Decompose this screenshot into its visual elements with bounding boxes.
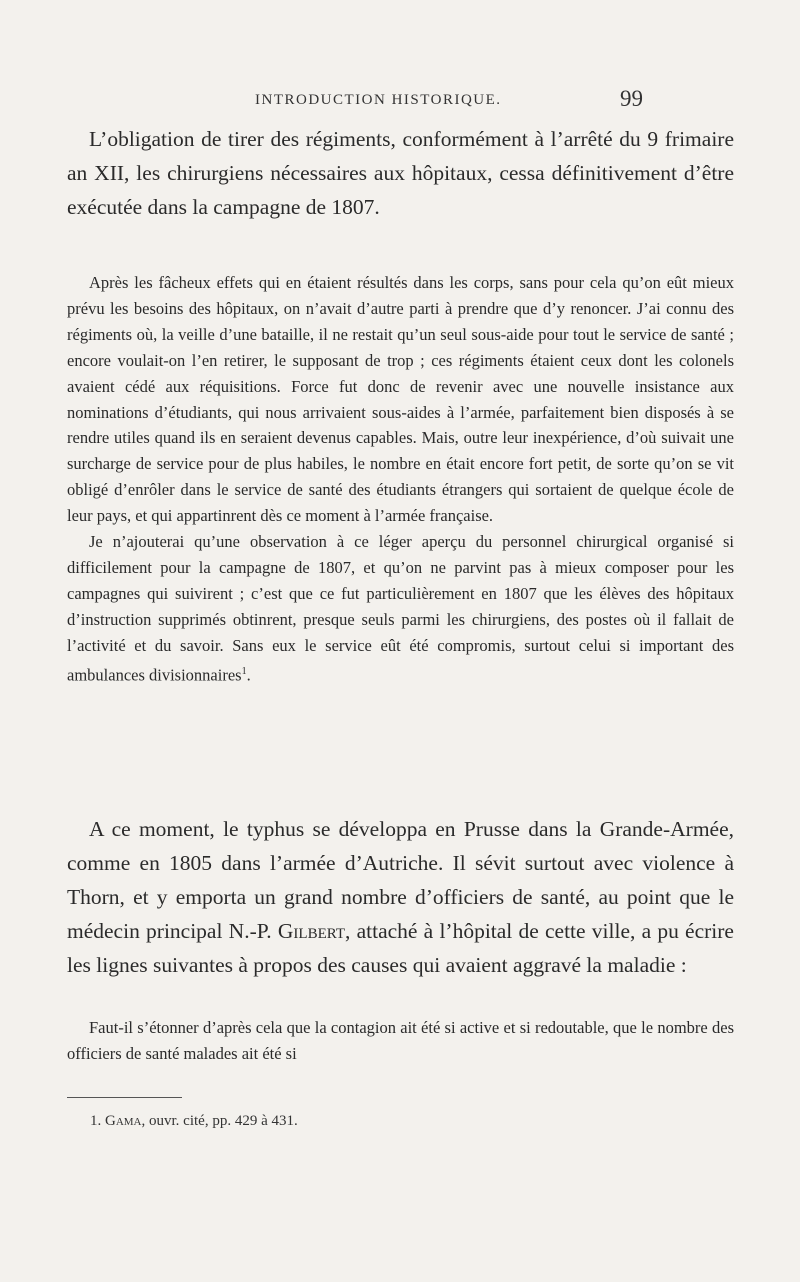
footnote-reference[interactable]: 1 [241,665,247,677]
page-number: 99 [620,86,643,111]
running-title: INTRODUCTION HISTORIQUE. [255,92,502,108]
paragraph-1-block [67,122,734,224]
paragraph-4-text-b: , attaché à l’hôpital de cette ville, a pu écrire les lignes suivantes à propos des causes qui avaient aggravé la maladie : [67,919,734,977]
paragraph-4-text-a: A ce moment, le typhus se développa en Prusse dans la Grande-Armée, comme en 1805 dans l’armée d’Autriche. Il sévit surtout avec violence à Thorn, et y emporta un grand nombre d’officiers de santé, au point que le médecin principal N.-P. [67,817,734,943]
paragraph-1: L’obligation de tirer des régiments, conformément à l’arrêté du 9 frimaire an XII, les chirurgiens nécessaires aux hôpitaux, cessa définitivement d’être exécutée dans la campagne de 1807. [67,127,734,219]
footnote-author: Gama [105,1113,142,1129]
paragraph-3-text: Je n’ajouterai qu’une observation à ce léger aperçu du personnel chirurgical organisé si difficilement pour la campagne de 1807, et qu’on ne parvint pas à mieux composer pour les campagnes qui suivirent ; c’est que ce fut particulièrement en 1807 que les élèves des hôpitaux d’instruction supprimés obtinrent, presque seuls parmi les chirurgiens, des postes où il fallait de l’activité et du savoir. Sans eux le service eût été compromis, surtout celui si important des ambulances divisionnaires [67,532,734,685]
footnote-text: , ouvr. cité, pp. 429 à 431. [141,1113,298,1129]
paragraph-3-end: . [246,665,251,685]
paragraph-3 [67,529,734,688]
quoted-passage [67,270,734,688]
footnote [90,1113,298,1130]
paragraph-5: Faut-il s’étonner d’après cela que la contagion ait été si active et si redoutable, que le nombre des officiers de santé malades ait été si [67,1018,734,1063]
paragraph-4-block [67,812,734,982]
footnote-number: 1. [90,1113,105,1129]
footnote-divider [67,1097,182,1098]
paragraph-2: Après les fâcheux effets qui en étaient résultés dans les corps, sans pour cela qu’on eût mieux prévu les besoins des hôpitaux, on n’avait d’autre parti à prendre que d’y renoncer. J’ai connu des régiments où, la veille d’une bataille, il ne restait qu’un seul sous-aide pour tout le service de santé ; encore voulait-on l’en retirer, le supposant de trop ; ces régiments étaient ceux dont les colonels avaient cédé aux réquisitions. Force fut donc de revenir avec une nouvelle insistance aux nominations d’étudiants, qui nous arrivaient sous-aides à l’armée, parfaitement bien disposés à se rendre utiles quand ils en seraient devenus capables. Mais, outre leur inexpérience, d’où suivait une surcharge de service pour de plus habiles, le nombre en était encore fort petit, de sorte qu’on se vit obligé d’enrôler dans le service de santé des étudiants étrangers qui sortaient de quelque école de leur pays, et qui appartinrent dès ce moment à l’armée française. [67,273,734,526]
author-name-gilbert: Gilbert [277,919,346,943]
paragraph-4 [67,812,734,982]
quoted-passage-2 [67,1015,734,1067]
